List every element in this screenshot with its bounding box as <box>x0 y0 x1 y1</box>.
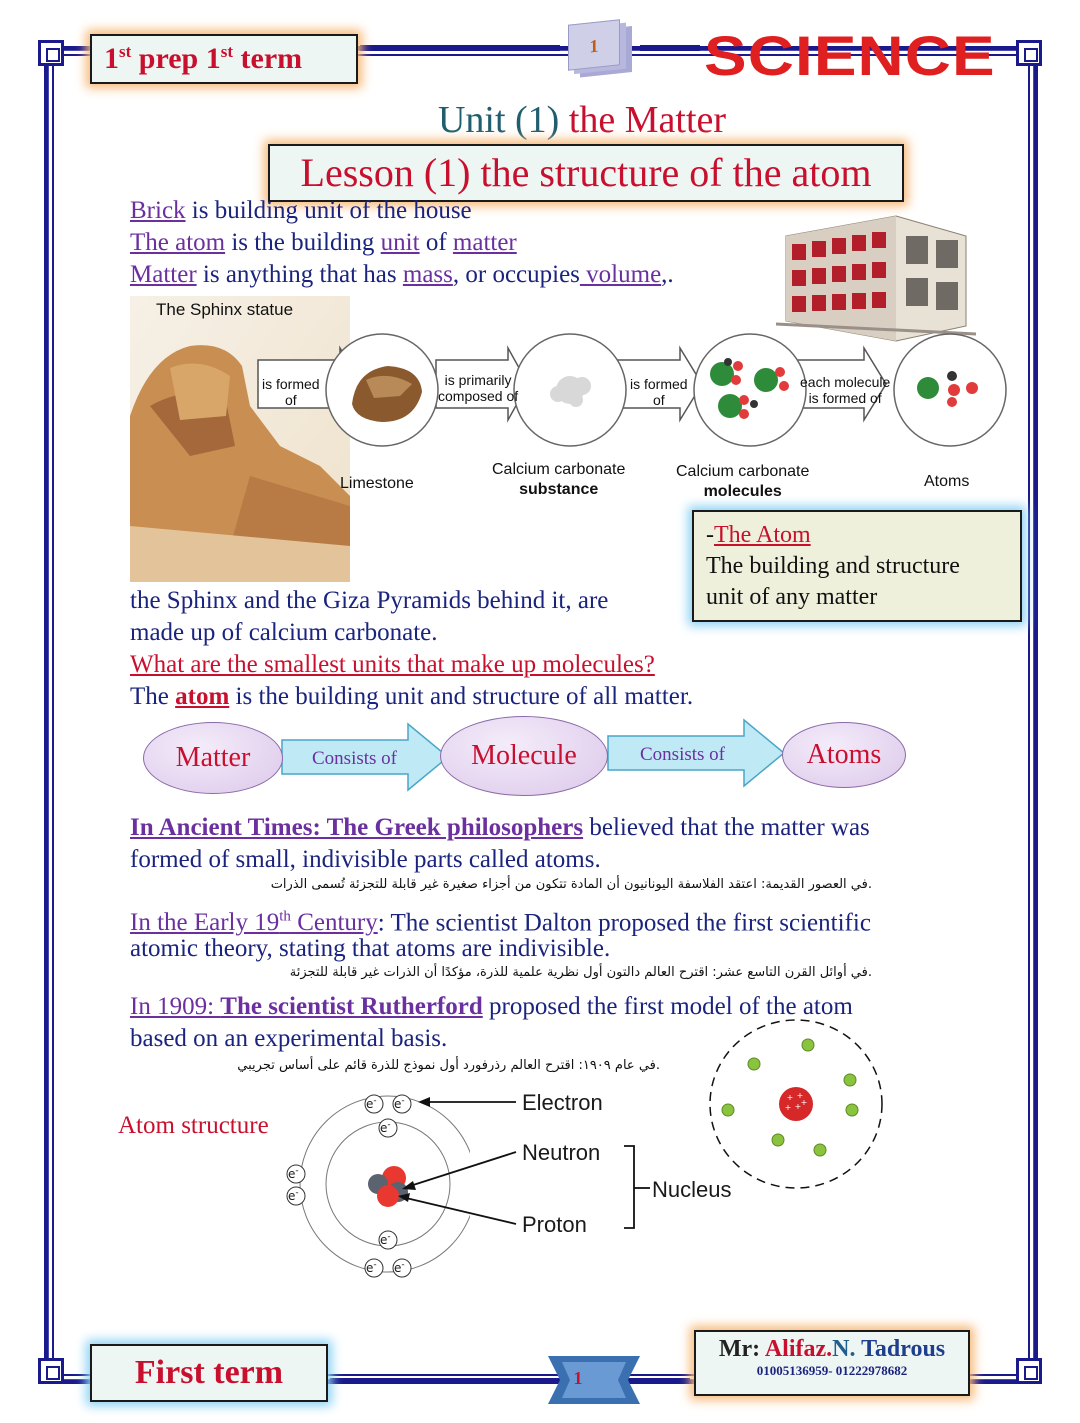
intro-line-matter: Matter is anything that has mass, or occupies volume,. <box>130 261 674 288</box>
electron-symbol: e- <box>394 1096 405 1111</box>
early-arabic: .في أوائل القرن التاسع عشر: اقترح العالم دالتون أول نظرية علمية للذرة، مؤكدًا أن الذرات غير قابلة للتجزئة <box>289 965 872 980</box>
question-line: What are the smallest units that make up molecules? <box>130 651 655 678</box>
flow-label-1: Consists of <box>312 748 397 769</box>
label-nucleus: Nucleus <box>652 1177 732 1202</box>
figure-title: The Sphinx statue <box>156 300 294 319</box>
lesson-title: Lesson (1) the structure of the atom <box>268 144 904 202</box>
frame-corner-top-left <box>38 40 64 66</box>
electron-symbol: e- <box>394 1260 405 1275</box>
arrow-label-3: is formed of <box>630 376 688 408</box>
unit-title: Unit (1) the Matter <box>437 99 727 141</box>
y1909-line-2: based on an experimental basis. <box>130 1025 448 1052</box>
bottom-page-tab <box>548 1356 640 1404</box>
frame-corner-top-right <box>1016 40 1042 66</box>
svg-text:+: + <box>796 1091 804 1100</box>
ancient-line-2: formed of small, indivisible parts called atoms. <box>130 846 601 873</box>
electron-symbol: e- <box>380 1232 391 1247</box>
label-neutron: Neutron <box>522 1140 601 1165</box>
sphinx-text-1: the Sphinx and the Giza Pyramids behind it, are <box>130 587 609 614</box>
intro-line-atom: The atom is the building unit of matter <box>130 229 517 256</box>
stage-cc-substance: Calcium carbonate substance <box>492 461 626 498</box>
arrow-label-4: each molecule is formed of <box>800 374 891 406</box>
label-electron: Electron <box>522 1090 603 1115</box>
footer-term: First term <box>90 1344 328 1402</box>
flow-node-atoms: Atoms <box>782 722 906 788</box>
page-number-top: 1 <box>568 19 620 70</box>
flow-node-matter: Matter <box>143 722 283 794</box>
svg-text:+: + <box>794 1102 802 1111</box>
ancient-line-1: In Ancient Times: The Greek philosophers believed that the matter was <box>130 814 870 841</box>
top-band-right <box>640 45 700 51</box>
atom-structure-title: Atom structure <box>118 1112 269 1139</box>
svg-text:+: + <box>800 1098 808 1107</box>
stage-cc-molecules: Calcium carbonate molecules <box>676 463 810 500</box>
y1909-arabic: .في عام ١٩٠٩: اقترح العالم رذرفورد أول نموذج للذرة قائم على أساس تجريبي <box>237 1058 660 1073</box>
label-proton: Proton <box>522 1212 587 1237</box>
top-band <box>360 45 560 51</box>
page-number-bottom: 1 <box>573 1368 583 1388</box>
arrow-label-1: is formed of <box>262 376 320 408</box>
answer-line: The atom is the building unit and structure of all matter. <box>130 683 694 710</box>
early-line-1: In the Early 19th Century: The scientist Dalton proposed the first scientific <box>130 909 871 937</box>
y1909-line-1: In 1909: The scientist Rutherford proposed the first model of the atom <box>130 993 853 1020</box>
frame-corner-bottom-left <box>38 1358 64 1384</box>
stage-limestone: Limestone <box>340 475 414 492</box>
electron-symbol: e- <box>380 1120 391 1135</box>
flow-node-molecule: Molecule <box>440 716 608 796</box>
electron-symbol: e- <box>366 1096 377 1111</box>
science-logo: SCIENCE <box>704 24 996 87</box>
frame-corner-bottom-right <box>1016 1358 1042 1384</box>
intro-line-brick: Brick is building unit of the house <box>130 197 472 224</box>
early-line-2: atomic theory, stating that atoms are indivisible. <box>130 935 611 962</box>
atom-definition-box: -The Atom The building and structure unit of any matter <box>692 510 1022 622</box>
electron-symbol: e- <box>366 1260 377 1275</box>
svg-text:+: + <box>784 1103 792 1112</box>
flow-label-2: Consists of <box>640 744 725 765</box>
stage-atoms: Atoms <box>924 473 970 490</box>
sphinx-text-2: made up of calcium carbonate. <box>130 619 438 646</box>
arrow-label-2: is primarily composed of <box>438 372 519 404</box>
rutherford-model <box>704 1012 886 1192</box>
electron-symbol: e- <box>288 1166 299 1181</box>
teacher-credit: Mr: Alifaz.N. Tadrous 01005136959- 01222978682 <box>694 1330 970 1396</box>
electron-symbol: e- <box>288 1188 299 1203</box>
term-badge: 1st prep 1st term <box>90 34 358 84</box>
ancient-arabic: .في العصور القديمة: اعتقد الفلاسفة اليونانيون أن المادة تتكون من أجزاء صغيرة غير قابلة للتجزئة تُسمى الذرات <box>270 877 872 892</box>
svg-text:+: + <box>786 1093 794 1102</box>
